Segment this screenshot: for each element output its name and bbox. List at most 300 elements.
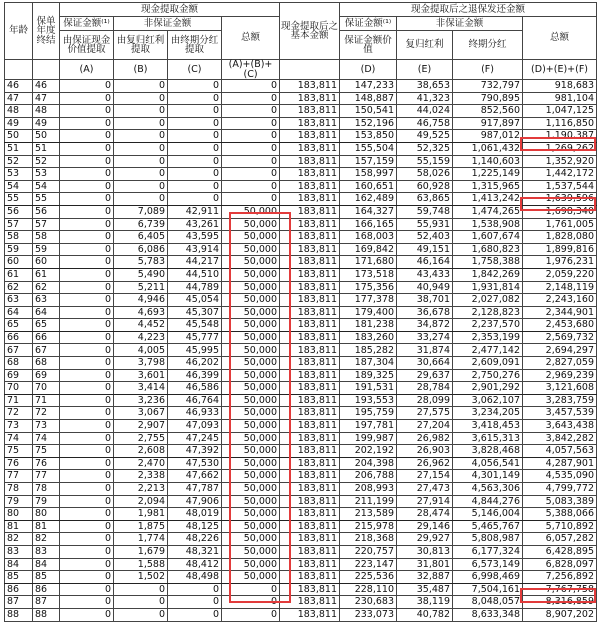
header-total-after: 总额: [523, 17, 597, 60]
cell-after-total: 4,799,772: [523, 483, 597, 496]
cell-withdrawal-total: 50,000: [222, 407, 280, 420]
cell-age: 53: [5, 168, 33, 181]
cell-policy-year: 60: [33, 256, 60, 269]
cell-col-f: 6,177,324: [453, 545, 523, 558]
cell-col-b: 2,470: [114, 457, 168, 470]
cell-col-f: 4,056,541: [453, 457, 523, 470]
cell-col-b: 4,005: [114, 344, 168, 357]
cell-age: 80: [5, 508, 33, 521]
cell-after-total: 2,827,059: [523, 357, 597, 370]
cell-withdrawal-total: 50,000: [222, 394, 280, 407]
cell-col-c: 46,202: [168, 357, 222, 370]
cell-base-after: 183,811: [280, 571, 340, 584]
cell-col-a: 0: [60, 256, 114, 269]
cell-col-c: 45,054: [168, 294, 222, 307]
cell-policy-year: 56: [33, 205, 60, 218]
cell-col-a: 0: [60, 80, 114, 93]
cell-withdrawal-total: 50,000: [222, 218, 280, 231]
table-row: [5, 92, 597, 105]
cell-age: 76: [5, 457, 33, 470]
cell-age: 52: [5, 155, 33, 168]
cell-col-d: 206,788: [340, 470, 397, 483]
cell-policy-year: 76: [33, 457, 60, 470]
cell-col-d: 225,536: [340, 571, 397, 584]
table-row: [5, 407, 597, 420]
cell-withdrawal-total: 0: [222, 80, 280, 93]
table-row: [5, 105, 597, 118]
cell-after-total: 5,083,389: [523, 495, 597, 508]
cell-col-e: 36,678: [397, 306, 453, 319]
cell-withdrawal-total: 50,000: [222, 357, 280, 370]
cell-policy-year: 79: [33, 495, 60, 508]
cell-col-d: 218,368: [340, 533, 397, 546]
table-row: [5, 205, 597, 218]
cell-policy-year: 74: [33, 432, 60, 445]
cell-after-total: 1,352,920: [523, 155, 597, 168]
cell-withdrawal-total: 0: [222, 155, 280, 168]
cell-col-a: 0: [60, 457, 114, 470]
cell-base-after: 183,811: [280, 407, 340, 420]
cell-withdrawal-total: 0: [222, 596, 280, 609]
cell-age: 51: [5, 142, 33, 155]
cell-age: 69: [5, 369, 33, 382]
table-row: [5, 483, 597, 496]
cell-col-b: 2,907: [114, 420, 168, 433]
cell-age: 60: [5, 256, 33, 269]
table-body: [5, 80, 597, 622]
cell-after-total: 3,643,438: [523, 420, 597, 433]
cell-col-a: 0: [60, 407, 114, 420]
cell-col-f: 987,012: [453, 130, 523, 143]
cell-withdrawal-total: 0: [222, 142, 280, 155]
cell-age: 75: [5, 445, 33, 458]
header-col-f: 终期分红: [453, 31, 523, 60]
cell-base-after: 183,811: [280, 92, 340, 105]
cell-col-b: 6,739: [114, 218, 168, 231]
cell-col-f: 6,998,469: [453, 571, 523, 584]
cell-col-d: 195,759: [340, 407, 397, 420]
cell-col-c: 42,911: [168, 205, 222, 218]
cell-col-a: 0: [60, 155, 114, 168]
cell-col-a: 0: [60, 369, 114, 382]
cell-base-after: 183,811: [280, 394, 340, 407]
header-tag-c: (C): [168, 60, 222, 80]
cell-policy-year: 66: [33, 331, 60, 344]
cell-col-c: 0: [168, 193, 222, 206]
cell-col-f: 1,061,432: [453, 142, 523, 155]
cell-after-total: 7,767,758: [523, 583, 597, 596]
cell-col-a: 0: [60, 583, 114, 596]
cell-withdrawal-total: 50,000: [222, 306, 280, 319]
header-age: 年龄: [5, 3, 33, 60]
cell-col-a: 0: [60, 382, 114, 395]
header-tag-abc: (A)+(B)+(C): [222, 60, 280, 80]
cell-policy-year: 52: [33, 155, 60, 168]
cell-base-after: 183,811: [280, 457, 340, 470]
cell-col-a: 0: [60, 105, 114, 118]
cell-policy-year: 85: [33, 571, 60, 584]
cell-base-after: 183,811: [280, 520, 340, 533]
cell-col-d: 157,159: [340, 155, 397, 168]
cell-col-f: 1,842,269: [453, 268, 523, 281]
cell-col-f: 4,563,306: [453, 483, 523, 496]
cell-age: 86: [5, 583, 33, 596]
cell-age: 85: [5, 571, 33, 584]
cell-policy-year: 80: [33, 508, 60, 521]
cell-base-after: 183,811: [280, 545, 340, 558]
cell-age: 62: [5, 281, 33, 294]
cell-withdrawal-total: 50,000: [222, 369, 280, 382]
header-tag-empty: [280, 60, 340, 80]
cell-col-e: 28,784: [397, 382, 453, 395]
cell-col-a: 0: [60, 545, 114, 558]
cell-policy-year: 50: [33, 130, 60, 143]
cell-col-d: 169,842: [340, 243, 397, 256]
cell-after-total: 918,683: [523, 80, 597, 93]
cell-col-e: 43,433: [397, 268, 453, 281]
table-row: [5, 357, 597, 370]
cell-policy-year: 78: [33, 483, 60, 496]
cell-after-total: 2,148,119: [523, 281, 597, 294]
cell-col-d: 160,651: [340, 180, 397, 193]
cell-after-total: 4,057,563: [523, 445, 597, 458]
cell-after-total: 1,976,231: [523, 256, 597, 269]
cell-col-d: 187,304: [340, 357, 397, 370]
cell-policy-year: 70: [33, 382, 60, 395]
cell-col-b: 2,338: [114, 470, 168, 483]
cell-age: 78: [5, 483, 33, 496]
cell-col-d: 228,110: [340, 583, 397, 596]
cell-col-b: 3,798: [114, 357, 168, 370]
header-col-a: 由保证现金价值提取: [60, 31, 114, 60]
cell-col-d: 164,327: [340, 205, 397, 218]
cell-col-f: 3,062,107: [453, 394, 523, 407]
cell-col-b: 5,211: [114, 281, 168, 294]
cell-col-f: 3,615,313: [453, 432, 523, 445]
cell-col-c: 47,392: [168, 445, 222, 458]
cell-col-c: 43,261: [168, 218, 222, 231]
cell-col-f: 1,140,603: [453, 155, 523, 168]
cell-base-after: 183,811: [280, 130, 340, 143]
cell-col-e: 29,927: [397, 533, 453, 546]
cell-policy-year: 81: [33, 520, 60, 533]
cell-col-b: 3,414: [114, 382, 168, 395]
cell-col-e: 28,099: [397, 394, 453, 407]
cell-after-total: 1,442,172: [523, 168, 597, 181]
cell-after-total: 2,453,680: [523, 319, 597, 332]
cell-col-b: 0: [114, 80, 168, 93]
cell-col-b: 6,086: [114, 243, 168, 256]
cell-withdrawal-total: 50,000: [222, 533, 280, 546]
cell-age: 67: [5, 344, 33, 357]
cell-col-a: 0: [60, 117, 114, 130]
table-row: [5, 193, 597, 206]
cell-col-b: 0: [114, 193, 168, 206]
cell-base-after: 183,811: [280, 142, 340, 155]
cell-withdrawal-total: 0: [222, 105, 280, 118]
cell-col-b: 1,875: [114, 520, 168, 533]
cell-base-after: 183,811: [280, 117, 340, 130]
cell-withdrawal-total: 0: [222, 608, 280, 621]
cell-col-b: 2,094: [114, 495, 168, 508]
cell-col-a: 0: [60, 357, 114, 370]
cell-col-b: 0: [114, 180, 168, 193]
table-row: [5, 256, 597, 269]
cell-age: 54: [5, 180, 33, 193]
header-col-c: 由终期分红提取: [168, 31, 222, 60]
cell-col-d: 148,887: [340, 92, 397, 105]
table-row: [5, 117, 597, 130]
cell-age: 77: [5, 470, 33, 483]
cell-after-total: 981,104: [523, 92, 597, 105]
header-tag-def: (D)+(E)+(F): [523, 60, 597, 80]
cell-after-total: 2,694,297: [523, 344, 597, 357]
cell-col-a: 0: [60, 520, 114, 533]
cell-col-b: 0: [114, 155, 168, 168]
cell-col-f: 2,901,292: [453, 382, 523, 395]
cell-col-e: 30,813: [397, 545, 453, 558]
cell-withdrawal-total: 50,000: [222, 231, 280, 244]
cell-policy-year: 57: [33, 218, 60, 231]
cell-base-after: 183,811: [280, 432, 340, 445]
header-cash-group: 现金提取金额: [60, 3, 280, 17]
cell-base-after: 183,811: [280, 205, 340, 218]
cell-col-a: 0: [60, 168, 114, 181]
cell-age: 68: [5, 357, 33, 370]
cell-col-e: 59,748: [397, 205, 453, 218]
cell-col-a: 0: [60, 92, 114, 105]
cell-policy-year: 84: [33, 558, 60, 571]
cell-withdrawal-total: 50,000: [222, 432, 280, 445]
cell-col-c: 43,914: [168, 243, 222, 256]
cell-policy-year: 75: [33, 445, 60, 458]
cell-withdrawal-total: 50,000: [222, 294, 280, 307]
cell-age: 81: [5, 520, 33, 533]
cell-policy-year: 72: [33, 407, 60, 420]
cell-withdrawal-total: 50,000: [222, 520, 280, 533]
cell-col-a: 0: [60, 268, 114, 281]
cell-after-total: 1,698,340: [523, 205, 597, 218]
cell-policy-year: 64: [33, 306, 60, 319]
cell-withdrawal-total: 50,000: [222, 495, 280, 508]
cell-after-total: 6,428,895: [523, 545, 597, 558]
cell-col-c: 0: [168, 596, 222, 609]
table-row: [5, 331, 597, 344]
cell-withdrawal-total: 50,000: [222, 483, 280, 496]
table-row: [5, 268, 597, 281]
cell-base-after: 183,811: [280, 231, 340, 244]
table-row: [5, 545, 597, 558]
cell-col-c: 0: [168, 155, 222, 168]
cell-col-e: 55,159: [397, 155, 453, 168]
cell-col-d: 220,757: [340, 545, 397, 558]
cell-policy-year: 88: [33, 608, 60, 621]
cell-withdrawal-total: 50,000: [222, 256, 280, 269]
cell-col-b: 7,089: [114, 205, 168, 218]
cell-col-a: 0: [60, 142, 114, 155]
cell-after-total: 1,047,125: [523, 105, 597, 118]
cell-col-b: 1,981: [114, 508, 168, 521]
cell-col-e: 60,928: [397, 180, 453, 193]
cell-col-e: 26,982: [397, 432, 453, 445]
table-row: [5, 420, 597, 433]
header-col-e: 复归红利: [397, 31, 453, 60]
cell-col-b: 0: [114, 168, 168, 181]
cell-col-e: 35,487: [397, 583, 453, 596]
cell-col-f: 1,607,674: [453, 231, 523, 244]
cell-withdrawal-total: 50,000: [222, 420, 280, 433]
cell-col-a: 0: [60, 483, 114, 496]
cell-col-a: 0: [60, 445, 114, 458]
cell-base-after: 183,811: [280, 420, 340, 433]
cell-base-after: 183,811: [280, 596, 340, 609]
cell-col-e: 33,274: [397, 331, 453, 344]
cell-col-f: 790,895: [453, 92, 523, 105]
cell-col-d: 230,683: [340, 596, 397, 609]
cell-col-c: 48,412: [168, 558, 222, 571]
cell-policy-year: 61: [33, 268, 60, 281]
cell-col-d: 153,850: [340, 130, 397, 143]
cell-col-f: 1,413,242: [453, 193, 523, 206]
cell-policy-year: 77: [33, 470, 60, 483]
cell-col-b: 2,608: [114, 445, 168, 458]
cell-col-b: 5,783: [114, 256, 168, 269]
cell-withdrawal-total: 50,000: [222, 445, 280, 458]
cell-col-d: 175,356: [340, 281, 397, 294]
header-base-after: 现金提取后之基本金额: [280, 3, 340, 60]
header-tag-b: (B): [114, 60, 168, 80]
cell-age: 59: [5, 243, 33, 256]
cell-after-total: 1,537,544: [523, 180, 597, 193]
cell-col-b: 6,405: [114, 231, 168, 244]
cell-col-f: 3,828,468: [453, 445, 523, 458]
cell-col-c: 47,906: [168, 495, 222, 508]
cell-col-f: 7,504,161: [453, 583, 523, 596]
cell-col-f: 1,758,388: [453, 256, 523, 269]
cell-col-d: 158,997: [340, 168, 397, 181]
cell-col-b: 0: [114, 608, 168, 621]
cell-col-c: 0: [168, 92, 222, 105]
cell-col-c: 47,787: [168, 483, 222, 496]
cell-age: 48: [5, 105, 33, 118]
cell-col-b: 3,236: [114, 394, 168, 407]
cell-base-after: 183,811: [280, 256, 340, 269]
table-row: [5, 130, 597, 143]
cell-col-d: 193,553: [340, 394, 397, 407]
cell-col-e: 29,637: [397, 369, 453, 382]
cell-col-b: 4,452: [114, 319, 168, 332]
cell-after-total: 1,828,080: [523, 231, 597, 244]
cell-base-after: 183,811: [280, 268, 340, 281]
cell-col-d: 191,531: [340, 382, 397, 395]
cell-after-total: 1,639,596: [523, 193, 597, 206]
cell-col-f: 4,301,149: [453, 470, 523, 483]
cell-col-c: 0: [168, 608, 222, 621]
cell-withdrawal-total: 0: [222, 130, 280, 143]
cell-col-c: 48,321: [168, 545, 222, 558]
cell-policy-year: 83: [33, 545, 60, 558]
cell-col-e: 38,119: [397, 596, 453, 609]
cell-after-total: 2,243,160: [523, 294, 597, 307]
cell-after-total: 7,256,892: [523, 571, 597, 584]
cell-col-a: 0: [60, 294, 114, 307]
cell-col-d: 208,993: [340, 483, 397, 496]
cell-col-a: 0: [60, 243, 114, 256]
cell-col-b: 4,223: [114, 331, 168, 344]
cell-col-d: 162,489: [340, 193, 397, 206]
cell-col-d: 168,003: [340, 231, 397, 244]
cell-after-total: 2,059,220: [523, 268, 597, 281]
cell-after-total: 3,842,282: [523, 432, 597, 445]
cell-base-after: 183,811: [280, 294, 340, 307]
cell-base-after: 183,811: [280, 483, 340, 496]
cell-col-b: 3,067: [114, 407, 168, 420]
cell-col-a: 0: [60, 331, 114, 344]
cell-col-b: 4,693: [114, 306, 168, 319]
cell-age: 63: [5, 294, 33, 307]
cell-policy-year: 51: [33, 142, 60, 155]
cell-col-e: 55,931: [397, 218, 453, 231]
cell-base-after: 183,811: [280, 357, 340, 370]
cell-col-c: 47,530: [168, 457, 222, 470]
cell-after-total: 1,761,005: [523, 218, 597, 231]
table-row: [5, 520, 597, 533]
cell-col-b: 1,588: [114, 558, 168, 571]
cell-col-f: 2,353,199: [453, 331, 523, 344]
cell-base-after: 183,811: [280, 155, 340, 168]
cell-age: 66: [5, 331, 33, 344]
cell-col-f: 2,477,142: [453, 344, 523, 357]
cell-after-total: 3,121,608: [523, 382, 597, 395]
cell-after-total: 2,344,901: [523, 306, 597, 319]
cell-age: 79: [5, 495, 33, 508]
cell-col-c: 0: [168, 105, 222, 118]
cell-col-e: 26,962: [397, 457, 453, 470]
cell-col-a: 0: [60, 533, 114, 546]
header-tag-d: (D): [340, 60, 397, 80]
table-row: [5, 243, 597, 256]
cell-base-after: 183,811: [280, 306, 340, 319]
cell-base-after: 183,811: [280, 495, 340, 508]
cell-policy-year: 47: [33, 92, 60, 105]
cell-col-b: 0: [114, 130, 168, 143]
cell-col-b: 0: [114, 92, 168, 105]
header-col-b: 由复归红利提取: [114, 31, 168, 60]
cell-col-a: 0: [60, 281, 114, 294]
cell-col-e: 63,865: [397, 193, 453, 206]
cell-col-e: 27,914: [397, 495, 453, 508]
table-row: [5, 608, 597, 621]
cell-col-d: 173,518: [340, 268, 397, 281]
cell-col-a: 0: [60, 394, 114, 407]
cell-col-e: 44,024: [397, 105, 453, 118]
cell-policy-year: 48: [33, 105, 60, 118]
table-row: [5, 369, 597, 382]
cell-after-total: 8,907,202: [523, 608, 597, 621]
cell-policy-year: 59: [33, 243, 60, 256]
cell-col-f: 732,797: [453, 80, 523, 93]
cell-col-c: 48,019: [168, 508, 222, 521]
header-after-group: 现金提取后之退保发还金额: [340, 3, 597, 17]
cell-col-f: 4,844,276: [453, 495, 523, 508]
cell-col-b: 0: [114, 583, 168, 596]
cell-age: 70: [5, 382, 33, 395]
table-row: [5, 155, 597, 168]
cell-base-after: 183,811: [280, 168, 340, 181]
cell-col-e: 30,664: [397, 357, 453, 370]
cell-age: 71: [5, 394, 33, 407]
cell-age: 83: [5, 545, 33, 558]
